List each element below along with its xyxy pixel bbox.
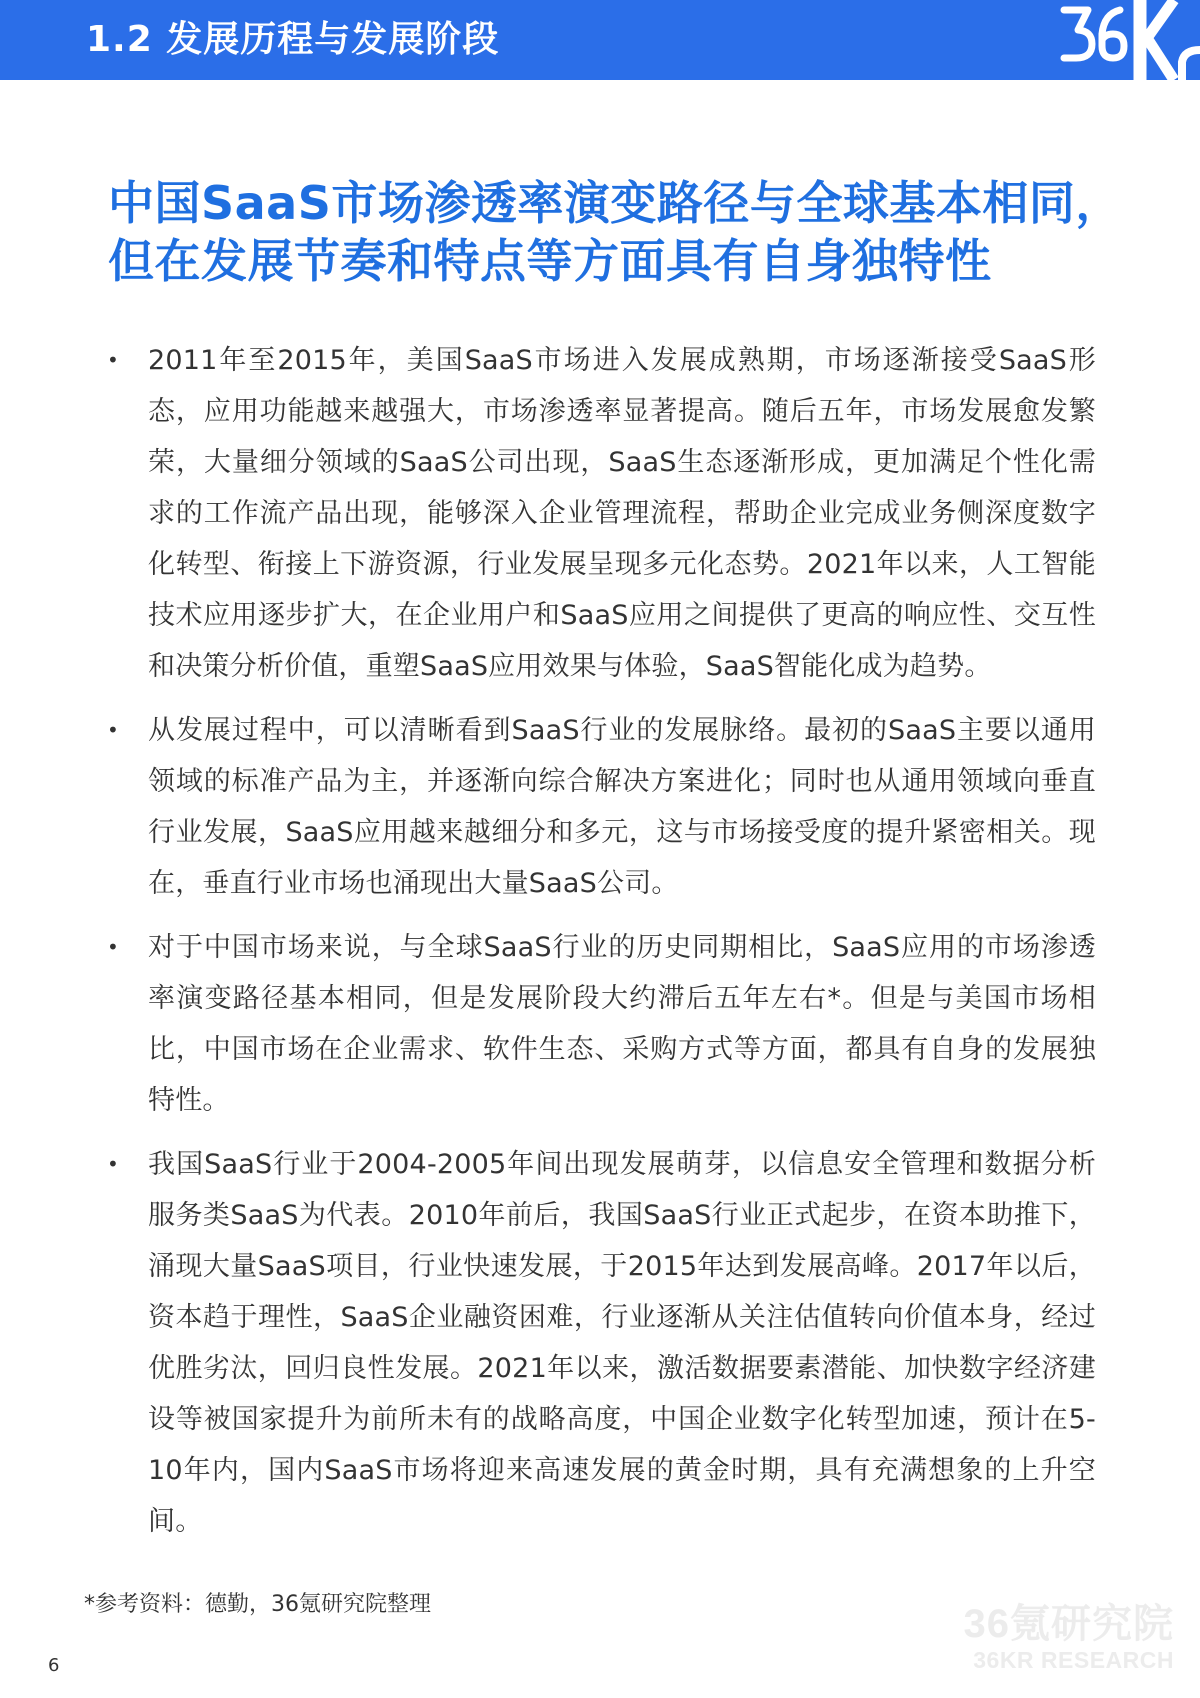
bullet-text: 从发展过程中，可以清晰看到SaaS行业的发展脉络。最初的SaaS主要以通用领域的标准产品为主，并逐渐向综合解决方案进化；同时也从通用领域向垂直行业发展，SaaS应用越来越细分和多元，这与市场接受度的提升紧密相关。现在，垂直行业市场也涌现出大量SaaS公司。 [148,715,1096,899]
bullet-list [100,335,1096,1560]
36kr-logo [1048,0,1200,80]
headline [108,174,1148,290]
bullet-item-3 [100,922,1096,1126]
footnote: *参考资料：德勤，36氪研究院整理 [84,1592,431,1617]
header-bar [0,0,1200,80]
headline-line-2: 但在发展节奏和特点等方面具有自身独特性 [108,234,992,288]
bullet-item-4 [100,1139,1096,1547]
headline-line-1: 中国SaaS市场渗透率演变路径与全球基本相同， [108,176,1122,230]
bullet-text: 2011年至2015年，美国SaaS市场进入发展成熟期，市场逐渐接受SaaS形态，应用功能越来越强大，市场渗透率显著提高。随后五年，市场发展愈发繁荣，大量细分领域的SaaS公司出现，SaaS生态逐渐形成，更加满足个性化需求的工作流产品出现，能够深入企业管理流程，帮助企业完成业务侧深度数字化转型、衔接上下游资源，行业发展呈现多元化态势。2021年以来，人工智能技术应用逐步扩大，在企业用户和SaaS应用之间提供了更高的响应性、交互性和决策分析价值，重塑SaaS应用效果与体验，SaaS智能化成为趋势。 [148,345,1096,682]
bullet-item-2 [100,705,1096,909]
36kr-logo-mark [1048,0,1200,80]
page-number: 6 [48,1655,60,1676]
bullet-marker: • [107,348,119,372]
section-title: 1.2 发展历程与发展阶段 [86,19,500,60]
watermark-main: 36氪研究院 [963,1602,1174,1646]
watermark [934,1602,1174,1674]
bullet-marker: • [107,1152,119,1176]
bullet-item-1 [100,335,1096,692]
bullet-text: 我国SaaS行业于2004-2005年间出现发展萌芽，以信息安全管理和数据分析服务类SaaS为代表。2010年前后，我国SaaS行业正式起步，在资本助推下，涌现大量SaaS项目，行业快速发展，于2015年达到发展高峰。2017年以后，资本趋于理性，SaaS企业融资困难，行业逐渐从关注估值转向价值本身，经过优胜劣汰，回归良性发展。2021年以来，激活数据要素潜能、加快数字经济建设等被国家提升为前所未有的战略高度，中国企业数字化转型加速，预计在5-10年内，国内SaaS市场将迎来高速发展的黄金时期，具有充满想象的上升空间。 [148,1149,1096,1537]
bullet-text: 对于中国市场来说，与全球SaaS行业的历史同期相比，SaaS应用的市场渗透率演变路径基本相同，但是发展阶段大约滞后五年左右*。但是与美国市场相比，中国市场在企业需求、软件生态、采购方式等方面，都具有自身的发展独特性。 [148,932,1096,1116]
bullet-marker: • [107,935,119,959]
bullet-marker: • [107,718,119,742]
watermark-sub: 36KR RESEARCH [973,1647,1174,1673]
